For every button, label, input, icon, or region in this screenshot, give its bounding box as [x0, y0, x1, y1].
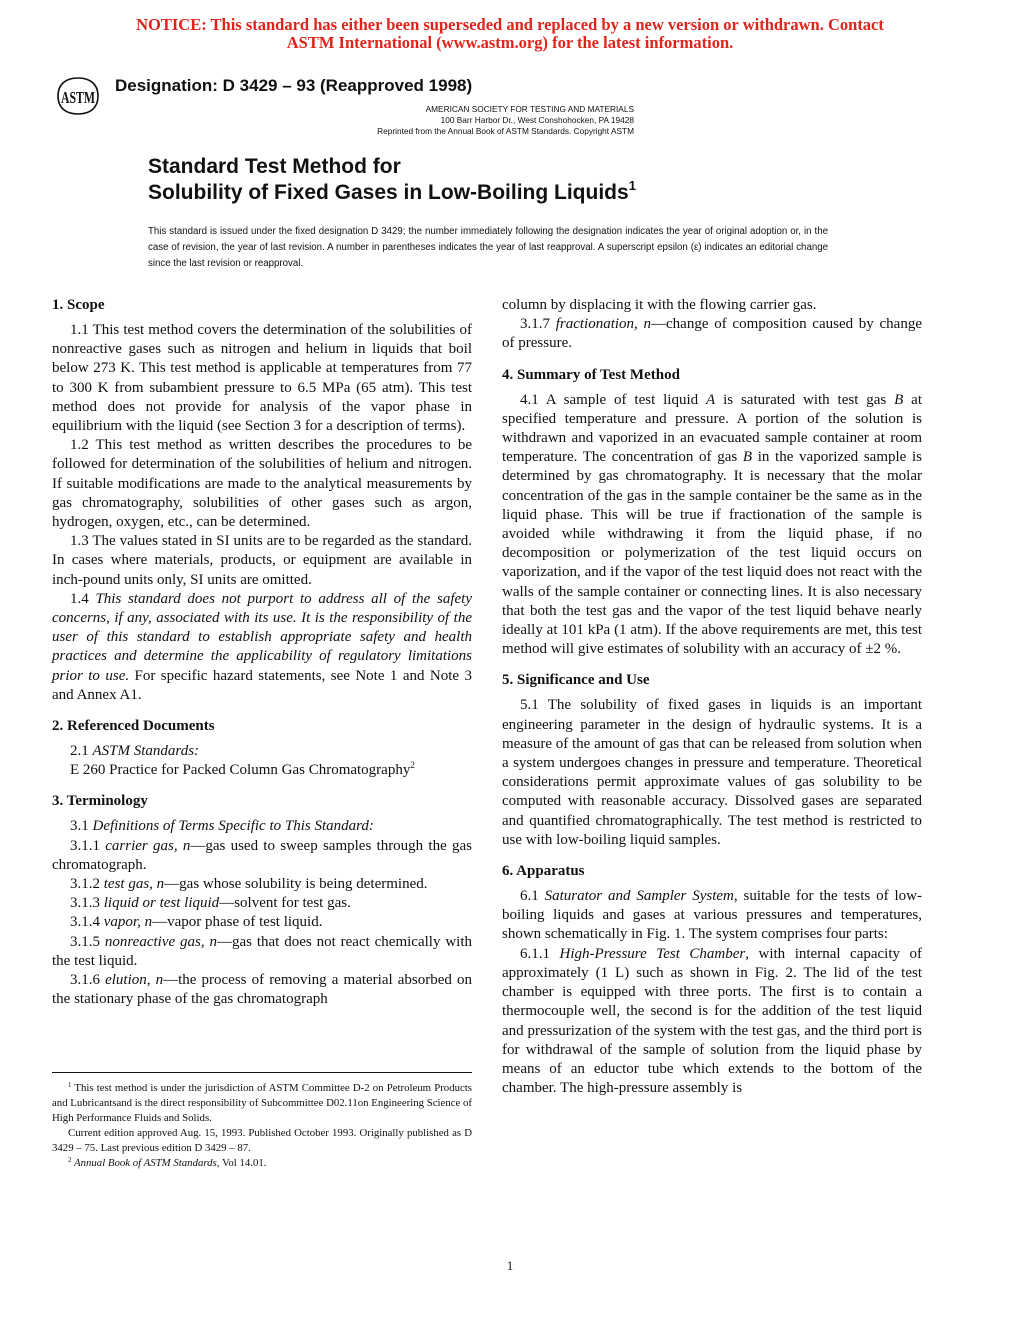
term-name: elution, n [105, 972, 164, 989]
term-num: 3.1.6 [70, 972, 106, 989]
term-num: 3.1.5 [70, 933, 105, 950]
variable-b: B [894, 391, 904, 408]
para-1-4 [52, 590, 472, 705]
notice-line-1: NOTICE: This standard has either been superseded and replaced by a new version or withdrawn. Contact [136, 15, 884, 34]
term-name: test gas, n [103, 876, 165, 893]
section-heading-summary: 4. Summary of Test Method [502, 366, 680, 383]
para-5-1: 5.1 The solubility of fixed gases in liquids is an important engineering parameter in the design of hydraulic systems. It is a measure of the amount of gas that can be released from solution when a system undergoes changes in pressure and temperature. Theoretical considerations permit approximate values of gas solubility to be computed with reasonable accuracy. Dissolved gases are separated and quantified chromatographically. The test method is restricted to use with low-boiling liquid samples. [502, 697, 922, 848]
para-1-2: 1.2 This test method as written describes the procedures to be followed for determination of the solubilities of helium and nitrogen. If suitable modifications are made to the analytical measurements by gas chromatography, solubilities of other gases such as argon, hydrogen, oxygen, etc., can be determined. [52, 437, 472, 531]
footnote-text: This test method is under the jurisdiction of ASTM Committee D-2 on Petroleum Products and Lubricantsand is the direct responsibility of Subcommittee D02.11on Engineering Science of High Performance Fluids and Solids. [52, 1082, 472, 1124]
term-num: 3.1.1 [70, 837, 106, 854]
para-6-1-1 [502, 945, 922, 1099]
footnote-2 [52, 1156, 472, 1171]
para-6-1 [502, 887, 922, 945]
summary-text: 4.1 A sample of test liquid [520, 391, 707, 408]
term-name: fractionation, n [555, 316, 652, 333]
org-name: AMERICAN SOCIETY FOR TESTING AND MATERIALS [425, 104, 634, 114]
section-heading-scope: 1. Scope [52, 297, 105, 313]
apparatus-name: Saturator and Sampler System [544, 888, 734, 905]
document-title [148, 154, 636, 206]
astm-standards-label: ASTM Standards: [92, 743, 200, 760]
section-heading-significance: 5. Significance and Use [502, 672, 650, 689]
para-num: 6.1.1 [520, 945, 560, 962]
issuance-note: This standard is issued under the fixed designation D 3429; the number immediately following the designation indicates the year of original adoption or, in the case of revision, the year of last revision. A number in parentheses indicates the year of last reapproval. A superscript epsilon (ε) indicates an editorial change since the last revision or reapproval. [148, 226, 828, 269]
footnotes [52, 1072, 472, 1171]
term-liquid [52, 894, 472, 913]
footnote-1-edition: Current edition approved Aug. 15, 1993. Published October 1993. Originally published as D 3429 – 75. Last previous edition D 3429 – 87. [52, 1127, 472, 1154]
summary-text: at specified temperature and pressure. A portion of the solution is withdrawn and vaporized in an evacuated sample container at room temperature. The concentration of gas [502, 391, 923, 466]
term-fractionation [502, 315, 922, 353]
publisher-block [300, 104, 634, 137]
footnote-text: , Vol 14.01. [216, 1157, 267, 1169]
definitions-label: Definitions of Terms Specific to This Standard: [92, 818, 374, 835]
section-heading-apparatus: 6. Apparatus [502, 863, 585, 880]
term-definition: —change of composition caused by change of pressure. [502, 316, 922, 352]
summary-text: in the vaporized sample is determined by gas chromatography. It is necessary that the molar concentration of the gas in the sample container be the same as in the liquid phase. This will be true if fractionation of the sample is avoided while withdrawing it from the liquid phase, if no decomposition or polymerization of the test liquid occurs on vaporization, and if the vapor of the test liquid does not react with the walls of the sample container or connecting lines. It is also necessary that both the test gas and the vapor of the test liquid behave nearly ideally at 101 kPa (1 atm). If the above requirements are met, this test method will give estimates of solubility with an accuracy of ±2 %. [502, 449, 922, 658]
title-line-2 [148, 180, 636, 206]
term-elution [52, 971, 472, 1009]
reference-text: E 260 Practice for Packed Column Gas Chromatography [70, 762, 411, 779]
summary-text: is saturated with test gas [715, 391, 895, 408]
left-column [52, 296, 472, 1010]
para-3-1 [52, 817, 472, 836]
term-name: carrier gas, n [105, 837, 191, 854]
term-definition: —vapor phase of test liquid. [152, 914, 323, 931]
para-1-4-rest: For specific hazard statements, see Note 1 and Note 3 and Annex A1. [52, 667, 472, 703]
section-heading-terminology: 3. Terminology [52, 793, 148, 810]
reference-footnote-mark: 2 [410, 760, 415, 771]
term-name: nonreactive gas, n [104, 933, 217, 950]
term-nonreactive-gas [52, 933, 472, 971]
term-test-gas [52, 875, 472, 894]
footnote-1 [52, 1081, 472, 1126]
term-definition: —the process of removing a material absorbed on the stationary phase of the gas chromatograph [52, 972, 472, 1008]
term-definition: —gas whose solubility is being determined. [164, 876, 428, 893]
para-1-3: 1.3 The values stated in SI units are to be regarded as the standard. In cases where materials, products, or equipment are available in inch-pound units only, SI units are omitted. [52, 533, 472, 588]
withdrawn-notice [0, 16, 1020, 52]
org-reprint: Reprinted from the Annual Book of ASTM Standards. Copyright ASTM [377, 126, 634, 136]
footnote-mark: 1 [68, 1081, 72, 1089]
page-number: 1 [506, 1258, 514, 1273]
apparatus-text: , with internal capacity of approximately (1 L) such as shown in Fig. 2. The lid of the test chamber is equipped with three ports. The first is to contain a thermocouple well, the second is for the addition of the test liquid and pressurization of the system with the test gas, and the third port is for withdrawal of the sample of solution from the liquid phase by means of an eductor tube which extends to the bottom of the chamber. The high-pressure assembly is [502, 945, 923, 1097]
term-definition: —gas used to sweep samples through the gas chromatograph. [52, 837, 472, 873]
apparatus-name: High-Pressure Test Chamber [559, 945, 746, 962]
notice-line-2: ASTM International (www.astm.org) for the latest information. [286, 33, 734, 52]
footnote-book-title: Annual Book of ASTM Standards [71, 1157, 217, 1169]
term-name: liquid or test liquid [103, 895, 220, 912]
variable-b: B [742, 449, 753, 466]
para-2-1-num: 2.1 [70, 743, 93, 760]
footnote-mark: 2 [68, 1156, 72, 1164]
term-name: vapor, n [103, 914, 153, 931]
right-column [502, 296, 922, 1098]
para-4-1 [502, 391, 922, 660]
term-num: 3.1.4 [70, 914, 104, 931]
variable-a: A [706, 391, 716, 408]
section-heading-referenced-documents: 2. Referenced Documents [52, 718, 215, 735]
astm-logo-icon [54, 76, 102, 116]
term-num: 3.1.7 [520, 316, 556, 333]
title-footnote-mark: 1 [628, 178, 636, 193]
para-1-4-num: 1.4 [70, 590, 96, 607]
para-3-1-num: 3.1 [70, 818, 93, 835]
org-address: 100 Barr Harbor Dr., West Conshohocken, PA 19428 [440, 115, 634, 125]
para-num: 6.1 [520, 888, 545, 905]
title-line-1: Standard Test Method for [148, 155, 401, 178]
term-carrier-gas [52, 837, 472, 875]
logo-text: ASTM [61, 88, 95, 107]
term-definition: —solvent for test gas. [219, 895, 351, 912]
designation: Designation: D 3429 – 93 (Reapproved 1998) [115, 76, 473, 95]
para-2-1 [52, 742, 472, 761]
term-num: 3.1.2 [70, 876, 104, 893]
reference-e260 [52, 761, 472, 780]
apparatus-text: , suitable for the tests of low-boiling liquids and gases at various pressures and temperatures, shown schematically in Fig. 1. The system comprises four parts: [502, 888, 922, 943]
term-vapor [52, 913, 472, 932]
term-num: 3.1.3 [70, 895, 104, 912]
term-definition: —gas that does not react chemically with the test liquid. [52, 933, 472, 969]
safety-caveat: This standard does not purport to address all of the safety concerns, if any, associated with its use. It is the responsibility of the user of this standard to establish appropriate safety and health practices and determine the applicability of regulatory limitations prior to use. [52, 590, 473, 684]
term-elution-continued: column by displacing it with the flowing carrier gas. [502, 297, 817, 313]
para-1-1: 1.1 This test method covers the determination of the solubilities of nonreactive gases such as nitrogen and helium in liquids that boil below 273 K. This test method is applicable at temperatures from 77 to 300 K from subambient pressure to 6.5 MPa (65 atm). This test method does not provide for analysis of the vapor phase in equilibrium with the liquid (see Section 3 for a description of terms). [52, 322, 472, 435]
title-main: Solubility of Fixed Gases in Low-Boiling Liquids [148, 181, 629, 204]
